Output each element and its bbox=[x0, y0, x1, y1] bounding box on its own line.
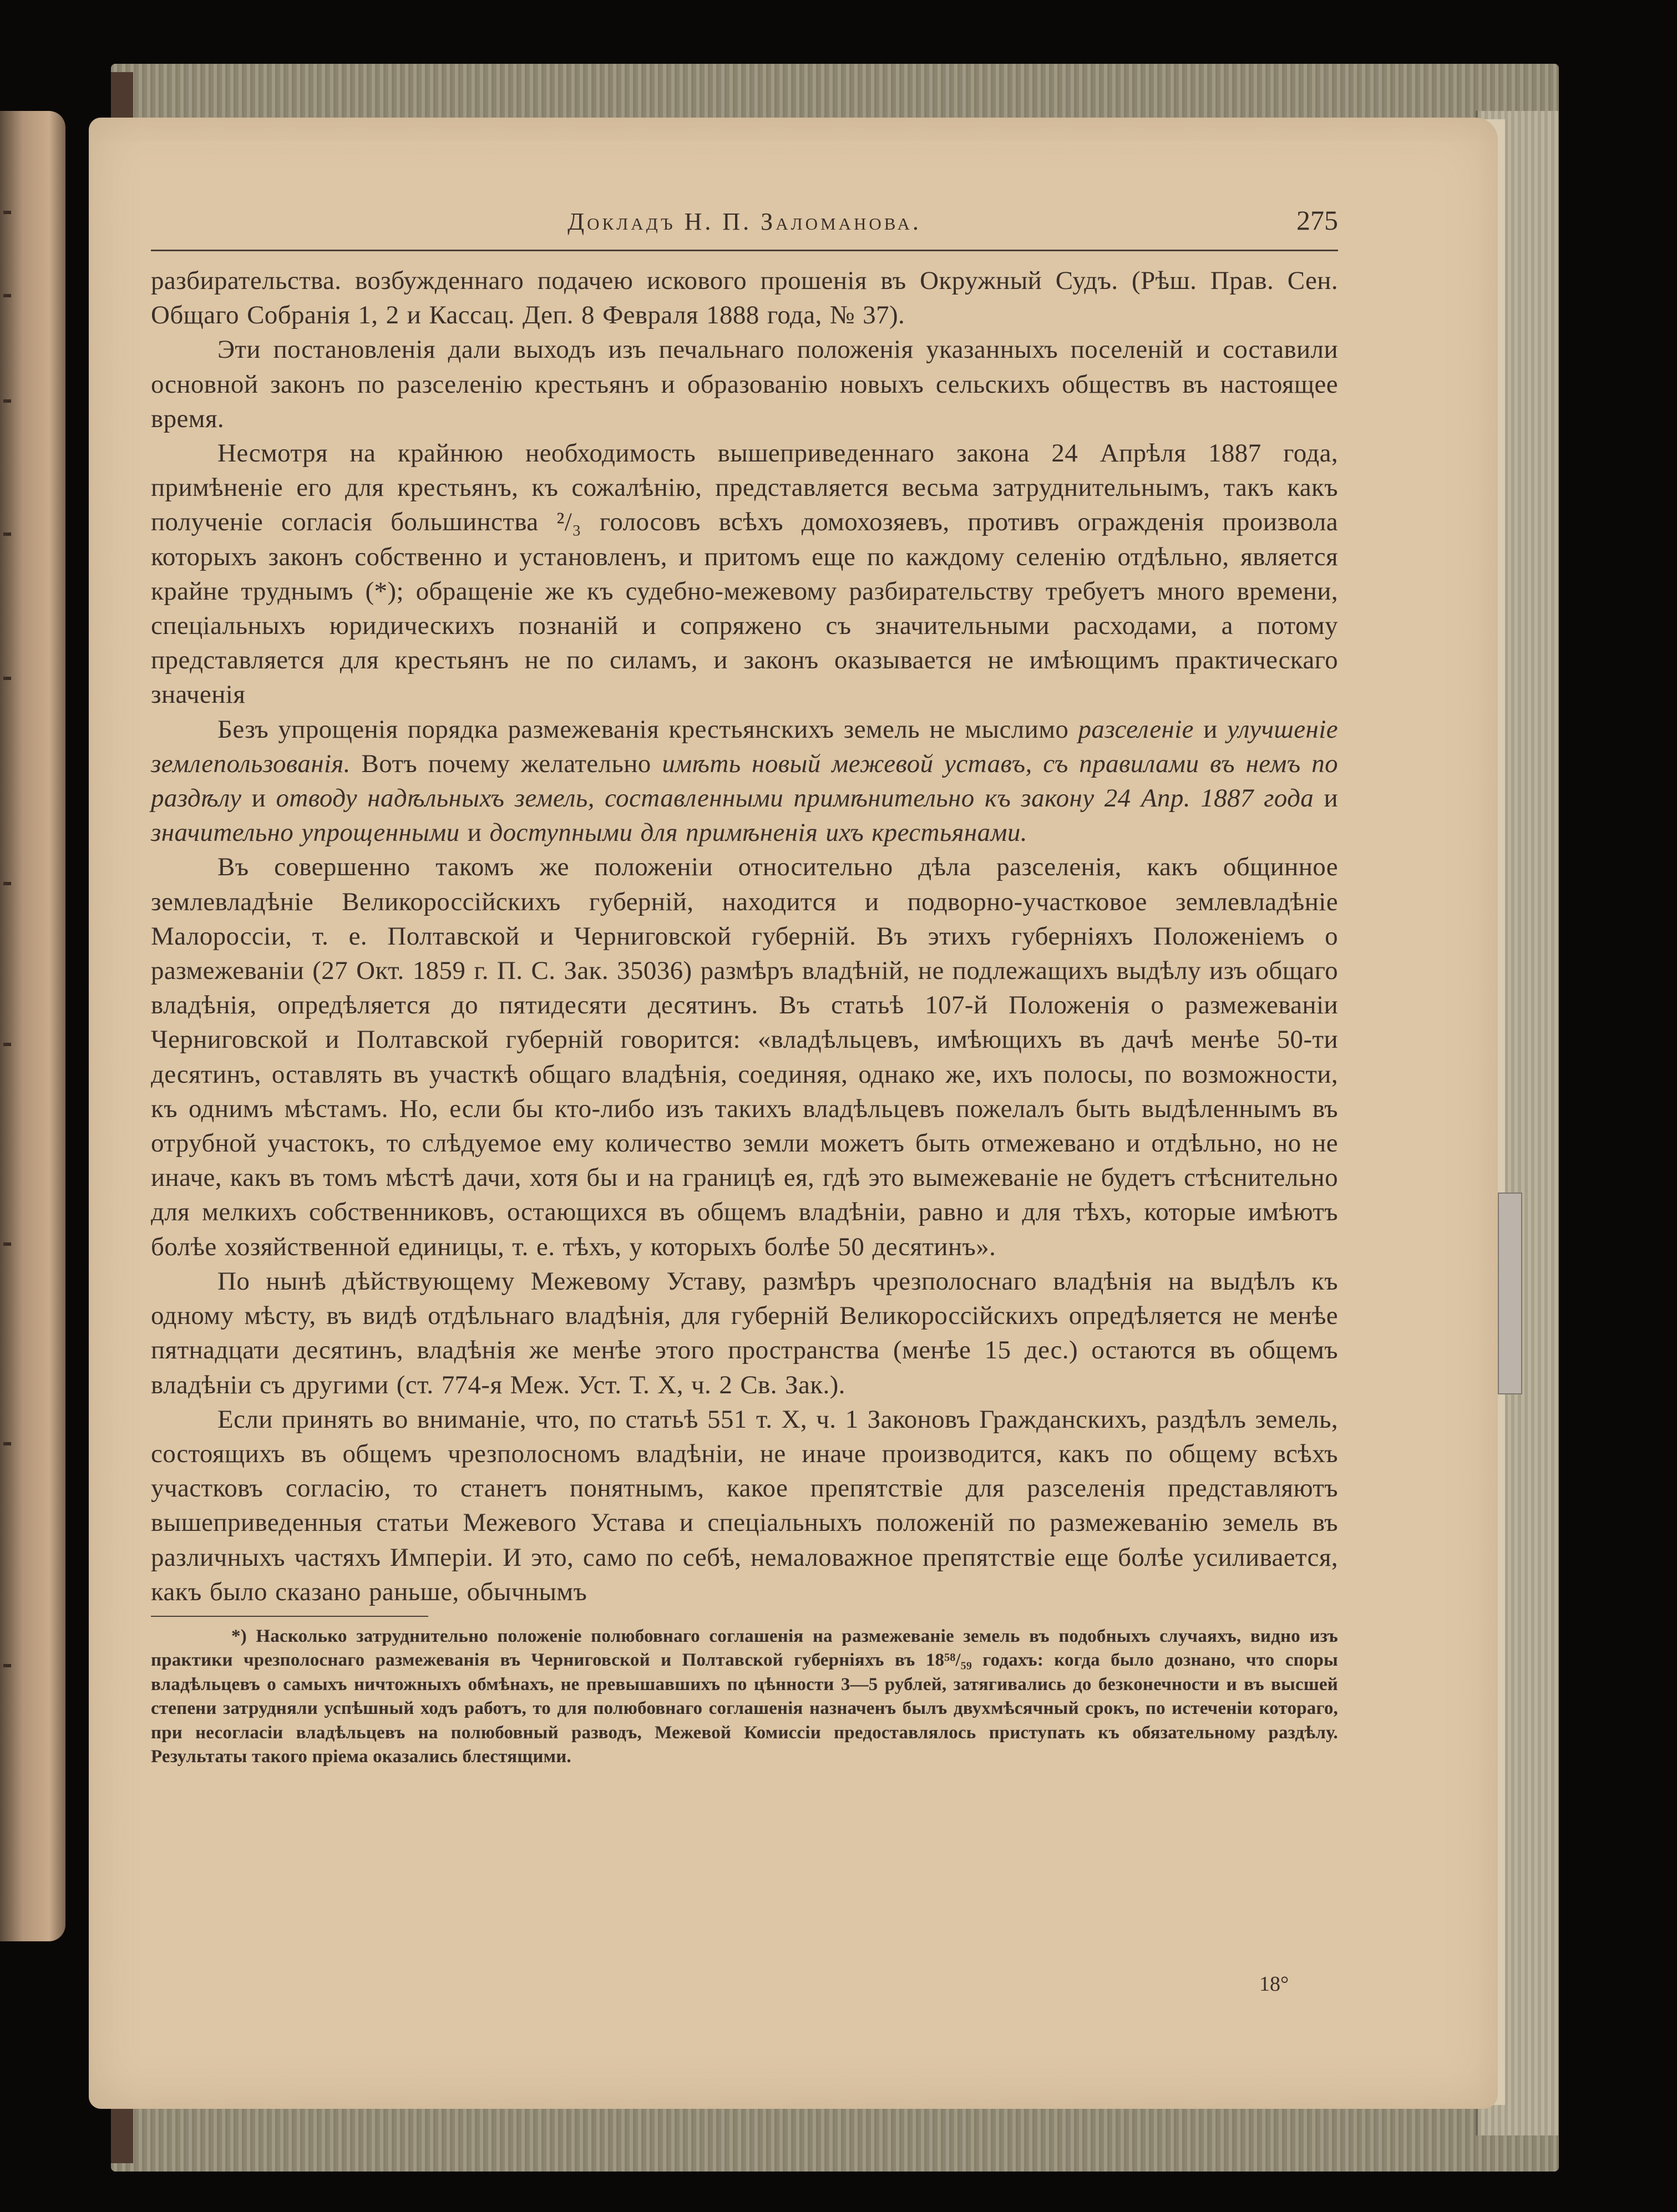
footnote-rule bbox=[151, 1616, 428, 1617]
running-head: Докладъ Н. П. Заломанова. bbox=[568, 208, 921, 235]
text-run: и bbox=[1314, 784, 1339, 813]
left-facing-page bbox=[0, 111, 65, 1941]
text-fragment bbox=[3, 211, 11, 214]
body-text bbox=[151, 263, 1338, 1609]
italic-run: доступными для примѣненія ихъ крестьянами. bbox=[489, 818, 1027, 848]
paragraph-7: Если принять во вниманіе, что, по статьѣ 551 т. X, ч. 1 Законовъ Гражданскихъ, раздѣлъ земель, состоящихъ въ общемъ чрезполосномъ владѣніи, не иначе производится, какъ по общему всѣхъ участковъ согласію, то станетъ понятнымъ, какое препятствіе для разселенія представляютъ вышеприведенныя статьи Межевого Устава и спеціальныхъ положеній по размежеванію земель въ различныхъ частяхъ Имперіи. И это, само по себѣ, немаловажное препятствіе еще болѣе усиливается, какъ было сказано раньше, обычнымъ bbox=[151, 1404, 1338, 1606]
paragraph-5: Въ совершенно такомъ же положеніи относительно дѣла разселенія, какъ общинное землевладѣніе Великороссійскихъ губерній, находится и подворно-участковое землевладѣніе Малороссіи, т. е. Полтавской и Черниговской губерній. Въ этихъ губерніяхъ Положеніемъ о размежеваніи (27 Окт. 1859 г. П. С. Зак. 35036) размѣръ владѣній, не подлежащихъ выдѣлу изъ общаго владѣнія, опредѣляется до пятидесяти десятинъ. Въ статьѣ 107-й Положенія о размежеваніи Черниговской и Полтавской губерній говорится: «владѣльцевъ, имѣющихъ въ дачѣ менѣе 50-ти десятинъ, оставлять въ участкѣ общаго владѣнія, соединяя, однако же, ихъ полосы, по возможности, къ однимъ мѣстамъ. Но, если бы кто-либо изъ такихъ владѣльцевъ пожелалъ быть выдѣленнымъ въ отрубной участокъ, то слѣдуемое ему количество земли можетъ быть отмежевано и отдѣльно, но не иначе, какъ въ томъ мѣстѣ дачи, хотя бы и на границѣ ея, гдѣ это вымежеваніе не будетъ стѣснительно для мелкихъ собственниковъ, остающихся въ общемъ владѣніи, равно и для тѣхъ, которые имѣютъ болѣе хозяйственной единицы, т. е. тѣхъ, у которыхъ болѣе 50 десятинъ». bbox=[151, 853, 1338, 1261]
italic-run: имѣть новый межевой уставъ, съ правилами въ немъ по раздѣлу bbox=[151, 749, 1338, 813]
italic-run: значительно упрощенными bbox=[151, 818, 460, 848]
text-fragment bbox=[3, 882, 11, 885]
text-run: и bbox=[1193, 714, 1228, 744]
text-run: и bbox=[459, 818, 490, 848]
paragraph-6: По нынѣ дѣйствующему Межевому Уставу, размѣръ чрезполоснаго владѣнія на выдѣлъ къ одному мѣсту, въ видѣ отдѣльнаго владѣнія, для губерній Великороссійскихъ опредѣляется не менѣе пятнадцати десятинъ, владѣнія же менѣе этого пространства (менѣе 15 дес.) остаются въ общемъ владѣніи съ другими (ст. 774-я Меж. Уст. Т. X, ч. 2 Св. Зак.). bbox=[151, 1266, 1338, 1399]
text-fragment bbox=[3, 1442, 11, 1445]
paragraph-1: разбирательства. возбужденнаго подачею искового прошенія въ Окружный Судъ. (Рѣш. Прав. Сен. Общаго Собранія 1, 2 и Кассац. Деп. 8 Февраля 1888 года, № 37). bbox=[151, 266, 1338, 330]
text-fragment bbox=[3, 1664, 11, 1667]
footnote: *) Насколько затруднительно положеніе полюбовнаго соглашенія на размежеваніе земель въ подобныхъ случаяхъ, видно изъ практики чрезполоснаго размежеванія въ Черниговской и Полтавской губерніяхъ въ 18⁵⁸/₅₉ годахъ: когда было дознано, что споры владѣльцевъ о самыхъ ничтожныхъ обмѣнахъ, не превышавшихъ по цѣнности 3—5 рублей, затягивались до безконечности и въ высшей степени затрудняли успѣшный ходъ работъ, то для полюбовнаго соглашенія назначенъ былъ двухмѣсячный срокъ, по истеченіи котораго, при несогласіи владѣльцевъ на полюбовный разводъ, Межевой Комиссіи предоставлялось приступать къ обязательному раздѣлу. Результаты такого пріема оказались блестящими. bbox=[151, 1626, 1338, 1767]
text-fragment bbox=[3, 1043, 11, 1046]
page-number: 275 bbox=[1296, 205, 1338, 236]
text-fragment bbox=[3, 294, 11, 297]
text-run: Вотъ почему желательно bbox=[350, 749, 662, 778]
bookmark-tab bbox=[1498, 1193, 1522, 1394]
paragraph-3: Несмотря на крайнюю необходимость вышеприведеннаго закона 24 Апрѣля 1887 года, примѣненіе его для крестьянъ, къ сожалѣнію, представляется весьма затруднительнымъ, такъ какъ полученіе согласія большинства ²/₃ голосовъ всѣхъ домохозяевъ, противъ огражденія произвола которыхъ законъ собственно и установленъ, и притомъ еще по каждому селенію отдѣльно, является крайне труднымъ (*); обращеніе же къ судебно-межевому разбирательству требуетъ много времени, спеціальныхъ юридическихъ познаній и сопряжено съ значительными расходами, а потому представляется для крестьянъ не по силамъ, и законъ оказывается не имѣющимъ практическаго значенія bbox=[151, 439, 1338, 709]
text-fragment bbox=[3, 532, 11, 536]
page-header bbox=[151, 200, 1338, 251]
text-fragment bbox=[3, 677, 11, 680]
paragraph-2: Эти постановленія дали выходъ изъ печальнаго положенія указанныхъ поселеній и составили основной законъ по разселенію крестьянъ и образованію новыхъ сельскихъ обществъ въ настоящее время. bbox=[151, 335, 1338, 433]
text-run: Безъ упрощенія порядка размежеванія крестьянскихъ земель не мыслимо bbox=[217, 714, 1078, 744]
text-fragment bbox=[3, 1242, 11, 1246]
page-content bbox=[151, 200, 1338, 1769]
text-fragment bbox=[3, 399, 11, 403]
text-run: и bbox=[241, 784, 276, 813]
italic-run: разселеніе bbox=[1078, 714, 1194, 744]
signature-mark: 18° bbox=[1259, 1972, 1289, 1996]
paragraph-4 bbox=[151, 712, 1338, 850]
italic-run: улучшеніе землепользованія. bbox=[151, 714, 1338, 778]
italic-run: отводу надѣльныхъ земель, составленными примѣнительно къ закону 24 Апр. 1887 года bbox=[276, 784, 1314, 813]
